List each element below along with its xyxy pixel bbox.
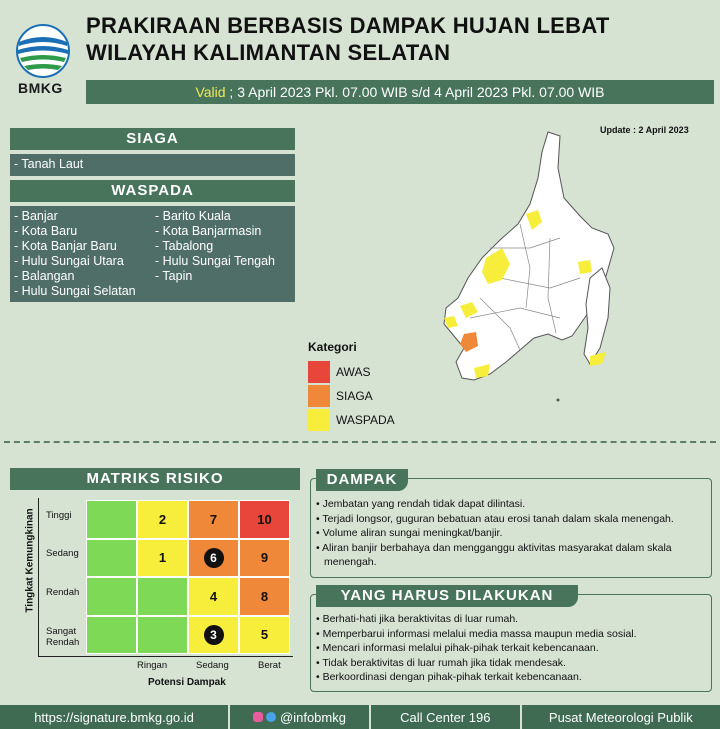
twitter-icon: [266, 712, 276, 722]
matrix-cell-value: 5: [260, 627, 269, 643]
matrix-cell: [188, 616, 239, 655]
list-item: - Hulu Sungai Selatan: [14, 284, 136, 298]
matrix-cell: [137, 577, 188, 616]
legend-item-awas: [308, 360, 395, 384]
siaga-heading: SIAGA: [10, 128, 295, 150]
matrix-cell: [86, 577, 137, 616]
footer-center: Pusat Meteorologi Publik: [548, 709, 693, 725]
matrix-cell-value: 9: [260, 550, 269, 566]
list-item: • Berhati-hati jika beraktivitas di luar rumah.: [316, 613, 519, 625]
matrix-axis-lines: [38, 498, 39, 656]
matrix-cell-marked-value: 6: [204, 548, 224, 568]
matrix-cell-marked-value: 3: [204, 625, 224, 645]
footer: [0, 705, 720, 729]
list-item: - Barito Kuala: [155, 209, 231, 223]
instagram-icon: [253, 712, 263, 722]
list-item: - Hulu Sungai Tengah: [155, 254, 275, 268]
matrix-cell: [86, 616, 137, 655]
waspada-list: [10, 206, 295, 302]
dampak-heading: DAMPAK: [316, 469, 408, 491]
legend-swatch: [308, 409, 330, 431]
list-item: • Jembatan yang rendah tidak dapat dilintasi.: [316, 498, 526, 510]
list-item: • Tidak beraktivitas di luar rumah jika tidak mendesak.: [316, 656, 566, 669]
valid-label: Valid: [195, 84, 226, 100]
legend-item-waspada: [308, 408, 395, 432]
valid-text: ; 3 April 2023 Pkl. 07.00 WIB s/d 4 April 2023 Pkl. 07.00 WIB: [225, 84, 605, 100]
matrix-cell-value: 10: [257, 511, 272, 527]
footer-website[interactable]: https://signature.bmkg.go.id: [0, 705, 230, 729]
matrix-cell-value: 2: [158, 511, 167, 527]
matrix-ylabel: Tingkat Kemungkinan: [24, 508, 36, 613]
matrix-cell: [86, 500, 137, 539]
list-item: - Kota Banjar Baru: [14, 239, 117, 253]
siaga-list: [10, 154, 295, 176]
list-item: • Terjadi longsor, guguran bebatuan atau erosi tanah dalam skala menengah.: [316, 512, 674, 525]
list-item: - Tabalong: [155, 239, 214, 253]
section-divider: [4, 441, 716, 443]
list-item: • Mencari informasi melalui pihak-pihak terkait kebencanaan.: [316, 642, 599, 654]
page-title: PRAKIRAAN BERBASIS DAMPAK HUJAN LEBAT WILAYAH KALIMANTAN SELATAN: [86, 13, 610, 65]
matrix-cell-value: 1: [158, 550, 167, 566]
row-label-rendah: Rendah: [46, 587, 80, 598]
legend: [308, 360, 395, 432]
matrix-cell: [239, 500, 290, 539]
matrix-cell: [137, 616, 188, 655]
matrix-xlabel: Potensi Dampak: [148, 677, 226, 688]
matrix-heading: MATRIKS RISIKO: [10, 468, 300, 490]
matrix-cell: [239, 577, 290, 616]
matrix-cell: [86, 539, 137, 578]
legend-swatch: [308, 361, 330, 383]
list-item: - Kota Banjarmasin: [155, 224, 262, 238]
matrix-cell-value: 8: [260, 588, 269, 604]
region-map: [430, 128, 630, 428]
row-label-sangat-rendah: Sangat Rendah: [46, 626, 80, 648]
list-item: - Kota Baru: [14, 224, 78, 238]
dilakukan-list: [316, 612, 708, 685]
matrix-cell: [137, 500, 188, 539]
matrix-cell-value: 7: [209, 511, 218, 527]
legend-title: Kategori: [308, 340, 357, 354]
siaga-item: - Tanah Laut: [14, 157, 84, 171]
list-item: - Hulu Sungai Utara: [14, 254, 124, 268]
list-item: • Memperbarui informasi melalui media massa maupun media sosial.: [316, 627, 637, 640]
dilakukan-heading: YANG HARUS DILAKUKAN: [316, 585, 578, 607]
matrix-cell: [239, 616, 290, 655]
list-item: - Balangan: [14, 269, 75, 283]
waspada-heading: WASPADA: [10, 180, 295, 202]
bmkg-logo: [14, 24, 72, 78]
matrix-cell: [137, 539, 188, 578]
logo-text: BMKG: [18, 80, 63, 96]
list-item: - Tapin: [155, 269, 193, 283]
matrix-cell: [239, 539, 290, 578]
matrix-cell: [188, 539, 239, 578]
list-item: • Berkoordinasi dengan pihak-pihak terkait kebencanaan.: [316, 671, 582, 683]
waspada-col2: [155, 209, 275, 284]
legend-label: WASPADA: [336, 413, 395, 427]
update-date: Update : 2 April 2023: [600, 125, 689, 135]
waspada-col1: [14, 209, 136, 299]
legend-swatch: [308, 385, 330, 407]
legend-label: AWAS: [336, 365, 371, 379]
dampak-list: [316, 497, 708, 570]
matrix-axis-lines-x: [38, 656, 293, 657]
legend-label: SIAGA: [336, 389, 373, 403]
footer-call-center: Call Center 196: [371, 705, 522, 729]
list-item: - Banjar: [14, 209, 58, 223]
row-label-tinggi: Tinggi: [46, 510, 72, 521]
risk-matrix: [86, 500, 290, 654]
list-item: • Aliran banjir berbahaya dan mengganggu aktivitas masyarakat dalam skala menengah.: [316, 541, 672, 568]
matrix-cell: [188, 500, 239, 539]
matrix-cell: [188, 577, 239, 616]
matrix-cell-value: 4: [209, 588, 218, 604]
row-label-sedang: Sedang: [46, 548, 79, 559]
footer-social[interactable]: @infobmkg: [230, 705, 371, 729]
col-label-ringan: Ringan: [137, 660, 168, 671]
col-label-sedang: Sedang: [196, 660, 229, 671]
list-item: • Volume aliran sungai meningkat/banjir.: [316, 527, 503, 539]
valid-period-bar: [86, 80, 714, 104]
col-label-berat: Berat: [258, 660, 281, 671]
legend-item-siaga: [308, 384, 395, 408]
